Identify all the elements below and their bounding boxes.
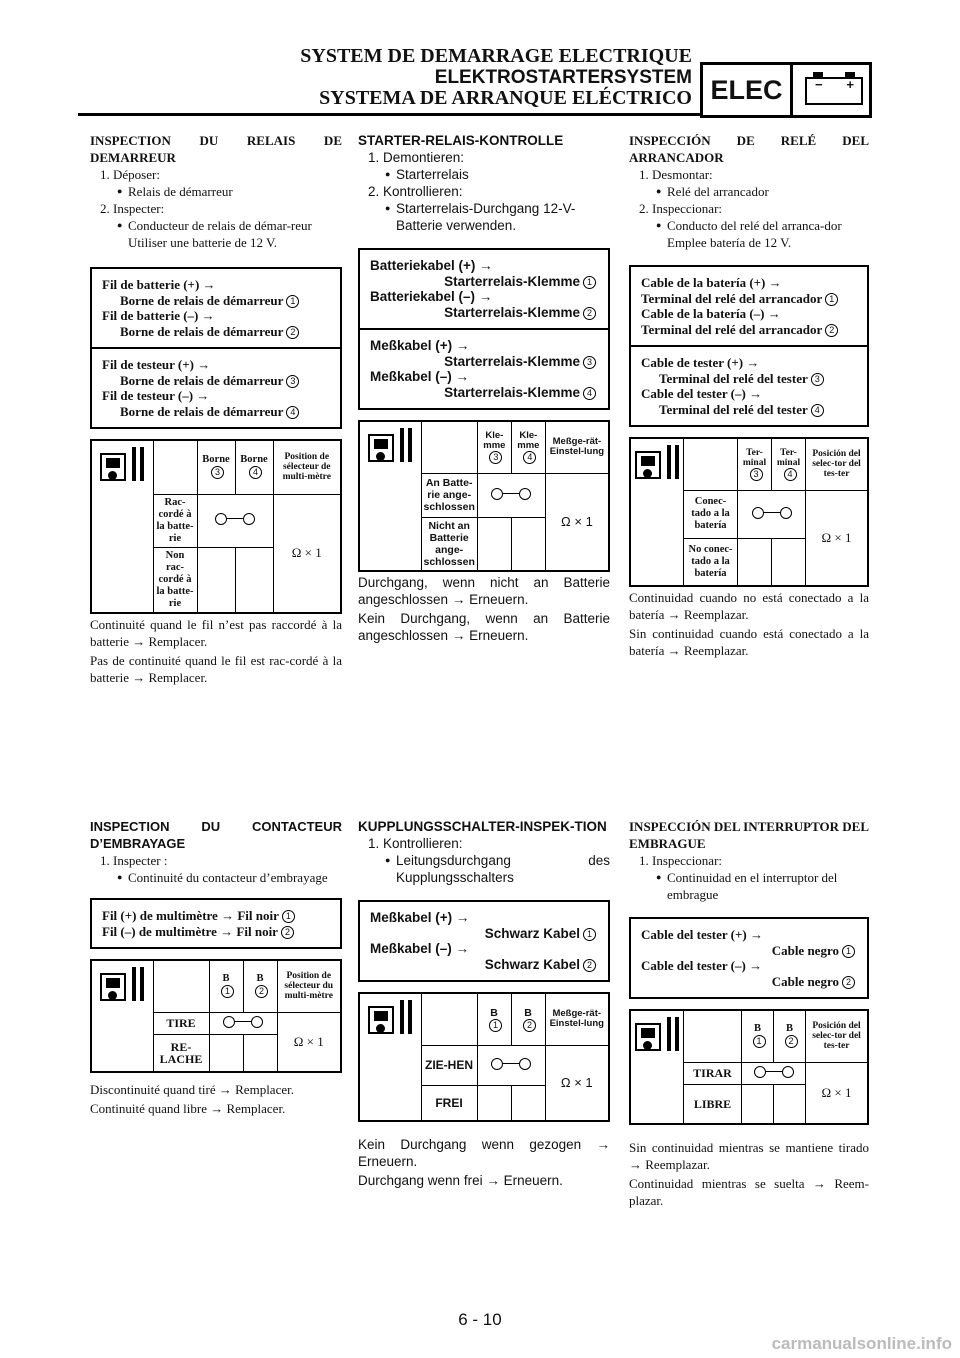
tester-setting: Ω × 1	[806, 490, 869, 586]
table-header: Position de sélecteur du multi-mètre	[277, 960, 341, 1012]
circled-number: 1	[282, 910, 295, 923]
circled-number: 1	[583, 928, 596, 941]
section-title: INSPECTION DU CONTACTEUR D’EMBRAYAGE	[90, 819, 342, 851]
connection-box	[629, 265, 869, 427]
continuity-table	[90, 439, 342, 614]
tester-setting: Ω × 1	[806, 1062, 869, 1124]
step: 2. Kontrollieren:	[368, 184, 463, 199]
table-row-label: No conec-tado a la batería	[684, 538, 738, 586]
box-line: Fil (+) de multimètre → Fil noir	[102, 908, 279, 923]
note: Continuidad mientras se suelta → Reem-plazar.	[629, 1176, 869, 1208]
circled-number: 4	[811, 404, 824, 417]
table-row-label: Non rac-cordé à la batte-rie	[153, 547, 197, 613]
continuity-symbol	[213, 512, 257, 526]
circled-number: 1	[221, 985, 234, 998]
table-row-label: An Batte-rie ange-schlossen	[421, 473, 477, 517]
box-line: Cable del tester (–) →	[641, 386, 763, 401]
circled-number: 3	[583, 356, 596, 369]
table-row-label: Nicht an Batterie ange-schlossen	[421, 517, 477, 571]
continuity-table	[90, 959, 342, 1073]
list-item: ● Conducteur de relais de démar-reur	[90, 217, 342, 234]
battery-icon	[805, 77, 863, 105]
box-line: Terminal del relé del arrancador	[641, 290, 823, 306]
note: Discontinuité quand tiré → Remplacer.	[90, 1082, 294, 1097]
circled-number: 4	[784, 468, 797, 481]
es-clutch-section	[629, 818, 869, 1209]
table-header: Borne	[202, 454, 230, 466]
fr-relay-section	[90, 132, 342, 686]
box-line: Schwarz Kabel	[484, 925, 580, 941]
circled-number: 1	[753, 1035, 766, 1048]
box-line: Cable de la batería (+) →	[641, 275, 782, 290]
note: Durchgang, wenn nicht an Batterie angeschlossen → Erneuern.	[358, 575, 610, 607]
box-line: Starterrelais-Klemme	[444, 304, 580, 320]
circled-number: 2	[255, 985, 268, 998]
box-line: Borne de relais de démarreur	[120, 292, 284, 308]
step: 1. Inspecter :	[100, 853, 168, 868]
circled-number: 2	[825, 324, 838, 337]
list-item: ● Relé del arrancador	[629, 183, 869, 200]
multimeter-icon	[366, 1000, 414, 1040]
circled-number: 1	[286, 295, 299, 308]
battery-plus: +	[846, 77, 854, 92]
section-title: INSPECTION DU RELAIS DE DEMARREUR	[90, 133, 342, 165]
circled-number: 2	[583, 959, 596, 972]
table-header: Borne	[240, 454, 268, 466]
circled-number: 4	[583, 387, 596, 400]
box-line: Meßkabel (–) →	[370, 941, 470, 956]
table-header: Kle-mme	[517, 429, 540, 451]
continuity-table	[629, 1009, 869, 1125]
box-line: Borne de relais de démarreur	[120, 372, 284, 388]
section-title: STARTER-RELAIS-KONTROLLE	[358, 133, 564, 148]
circled-number: 2	[523, 1019, 536, 1032]
continuity-symbol	[221, 1015, 265, 1029]
list-item: ● Continuité du contacteur d’embrayage	[90, 869, 342, 886]
step: 2. Inspeccionar:	[639, 201, 723, 216]
circled-number: 3	[811, 373, 824, 386]
table-row-label: ZIE-HEN	[421, 1045, 477, 1085]
circled-number: 3	[211, 466, 224, 479]
tester-setting: Ω × 1	[273, 494, 341, 613]
circled-number: 1	[825, 293, 838, 306]
connection-box	[90, 898, 342, 949]
elec-badge	[700, 62, 872, 118]
tester-setting: Ω × 1	[277, 1012, 341, 1072]
de-relay-section	[358, 132, 610, 644]
continuity-symbol	[489, 1057, 533, 1071]
step: 1. Inspeccionar:	[639, 853, 723, 868]
battery-minus: −	[815, 77, 823, 92]
list-item: ● Leitungsdurchgang des Kupplungsschalters	[358, 852, 610, 886]
note: Continuidad cuando no está conectado a la batería → Reemplazar.	[629, 590, 869, 622]
circled-number: 1	[583, 276, 596, 289]
note: Continuité quand libre → Remplacer.	[90, 1101, 286, 1116]
continuity-table	[358, 420, 610, 572]
box-line: Cable negro	[771, 973, 839, 989]
box-line: Cable del tester (+) →	[641, 927, 763, 942]
tester-setting: Ω × 1	[545, 473, 609, 571]
table-row-label: RE-LACHE	[153, 1034, 209, 1072]
box-line: Terminal del relé del tester	[659, 401, 808, 417]
table-header: Ter-minal	[742, 447, 767, 468]
step: 1. Kontrollieren:	[368, 836, 463, 851]
note: Sin continuidad mientras se mantiene tirado → Reemplazar.	[629, 1140, 869, 1172]
box-line: Fil de testeur (–) →	[102, 388, 210, 403]
box-line: Borne de relais de démarreur	[120, 403, 284, 419]
step-note: Emplee batería de 12 V.	[667, 235, 792, 250]
step: 1. Déposer:	[100, 167, 160, 182]
table-header: B	[785, 1023, 793, 1035]
watermark: carmanualsonline.info	[771, 1334, 952, 1353]
box-line: Meßkabel (+) →	[370, 338, 470, 353]
box-line: Cable de tester (+) →	[641, 355, 760, 370]
table-row-label: TIRAR	[684, 1062, 742, 1084]
connection-box	[358, 900, 610, 982]
box-line: Fil (–) de multimètre → Fil noir	[102, 923, 278, 939]
table-row-label: FREI	[421, 1085, 477, 1121]
table-header: B	[524, 1006, 532, 1019]
box-line: Borne de relais de démarreur	[120, 323, 284, 339]
fr-clutch-section	[90, 818, 342, 1117]
table-row-label: LIBRE	[684, 1084, 742, 1124]
circled-number: 2	[785, 1035, 798, 1048]
box-line: Starterrelais-Klemme	[444, 273, 580, 289]
list-item: ● Starterrelais	[358, 166, 610, 183]
table-row-label: TIRE	[153, 1012, 209, 1034]
step: 2. Inspecter:	[100, 201, 165, 216]
table-header: Kle-mme	[483, 429, 506, 451]
circled-number: 2	[286, 326, 299, 339]
multimeter-icon	[366, 428, 414, 468]
multimeter-icon	[633, 445, 681, 485]
step: 1. Desmontar:	[639, 167, 713, 182]
note: Continuité quand le fil n’est pas raccordé à la batterie → Remplacer.	[90, 616, 342, 649]
box-line: Cable negro	[771, 942, 839, 958]
table-row-label: Rac-cordé à la batte-rie	[153, 494, 197, 547]
step: 1. Demontieren:	[368, 150, 465, 165]
continuity-table	[629, 437, 869, 587]
list-item: ● Relais de démarreur	[90, 183, 342, 200]
box-line: Batteriekabel (–) →	[370, 289, 493, 304]
page-header	[172, 46, 692, 109]
box-line: Fil de batterie (+) →	[102, 277, 216, 292]
header-title-es: SYSTEMA DE ARRANQUE ELÉCTRICO	[319, 87, 692, 109]
section-title: KUPPLUNGSSCHALTER-INSPEK-TION	[358, 819, 607, 834]
step-note: Utiliser une batterie de 12 V.	[128, 235, 277, 250]
note: Kein Durchgang, wenn an Batterie angeschlossen → Erneuern.	[358, 611, 610, 643]
es-relay-section	[629, 132, 869, 659]
table-header: Meßge-rät-Einstel-lung	[545, 993, 609, 1045]
note: Pas de continuité quand le fil est rac-cordé à la batterie → Remplacer.	[90, 652, 342, 685]
header-title-fr: SYSTEM DE DEMARRAGE ELECTRIQUE	[300, 45, 692, 67]
multimeter-icon	[98, 967, 146, 1007]
circled-number: 3	[750, 468, 763, 481]
box-line: Terminal del relé del arrancador	[641, 321, 823, 337]
continuity-symbol	[752, 1065, 796, 1079]
circled-number: 2	[583, 307, 596, 320]
circled-number: 2	[281, 926, 294, 939]
circled-number: 3	[489, 451, 502, 464]
box-line: Meßkabel (–) →	[370, 369, 470, 384]
section-title: INSPECCIÓN DEL INTERRUPTOR DEL EMBRAGUE	[629, 819, 869, 851]
de-clutch-section	[358, 818, 610, 1189]
circled-number: 2	[842, 976, 855, 989]
table-header: B	[753, 1023, 761, 1035]
table-header: Meßge-rät-Einstel-lung	[545, 421, 609, 473]
connection-box	[629, 917, 869, 999]
note: Sin continuidad cuando está conectado a la batería → Reemplazar.	[629, 626, 869, 658]
note: Kein Durchgang wenn gezogen → Erneuern.	[358, 1137, 610, 1169]
box-line: Cable del tester (–) →	[641, 958, 763, 973]
note: Durchgang wenn frei → Erneuern.	[358, 1173, 563, 1188]
table-header: B	[222, 973, 230, 985]
box-line: Starterrelais-Klemme	[444, 384, 580, 400]
multimeter-icon	[633, 1017, 681, 1057]
box-line: Meßkabel (+) →	[370, 910, 470, 925]
circled-number: 4	[249, 466, 262, 479]
circled-number: 4	[286, 406, 299, 419]
list-item: ● Starterrelais-Durchgang 12-V-Batterie verwenden.	[358, 200, 610, 234]
section-title: INSPECCIÓN DE RELÉ DEL ARRANCADOR	[629, 133, 869, 165]
box-line: Starterrelais-Klemme	[444, 353, 580, 369]
connection-box	[358, 248, 610, 410]
tester-setting: Ω × 1	[545, 1045, 609, 1121]
table-row-label: Conec-tado a la batería	[684, 490, 738, 538]
box-line: Fil de testeur (+) →	[102, 357, 211, 372]
header-title-de: ELEKTROSTARTERSYSTEM	[434, 67, 692, 88]
circled-number: 3	[286, 375, 299, 388]
continuity-symbol	[489, 487, 533, 501]
circled-number: 1	[842, 945, 855, 958]
table-header: Posición del selec-tor del tes-ter	[806, 1010, 869, 1062]
continuity-symbol	[750, 506, 794, 520]
multimeter-icon	[98, 447, 146, 487]
table-header: Ter-minal	[776, 447, 801, 468]
table-header: B	[256, 973, 264, 985]
box-line: Batteriekabel (+) →	[370, 258, 493, 273]
list-item: ● Conducto del relé del arranca-dor	[629, 217, 869, 234]
connection-box	[90, 267, 342, 429]
list-item: ● Continuidad en el interruptor del embrague	[629, 869, 869, 903]
box-line: Schwarz Kabel	[484, 956, 580, 972]
continuity-table	[358, 992, 610, 1122]
table-header: Posición del selec-tor del tes-ter	[806, 438, 869, 490]
table-header: B	[490, 1006, 498, 1019]
circled-number: 4	[523, 451, 536, 464]
page-number: 6 - 10	[458, 1310, 502, 1329]
box-line: Fil de batterie (–) →	[102, 308, 215, 323]
box-line: Terminal del relé del tester	[659, 370, 808, 386]
table-header: Position de sélecteur de multi-mètre	[273, 440, 341, 494]
circled-number: 1	[489, 1019, 502, 1032]
box-line: Cable de la batería (–) →	[641, 306, 781, 321]
elec-label: ELEC	[703, 65, 793, 115]
